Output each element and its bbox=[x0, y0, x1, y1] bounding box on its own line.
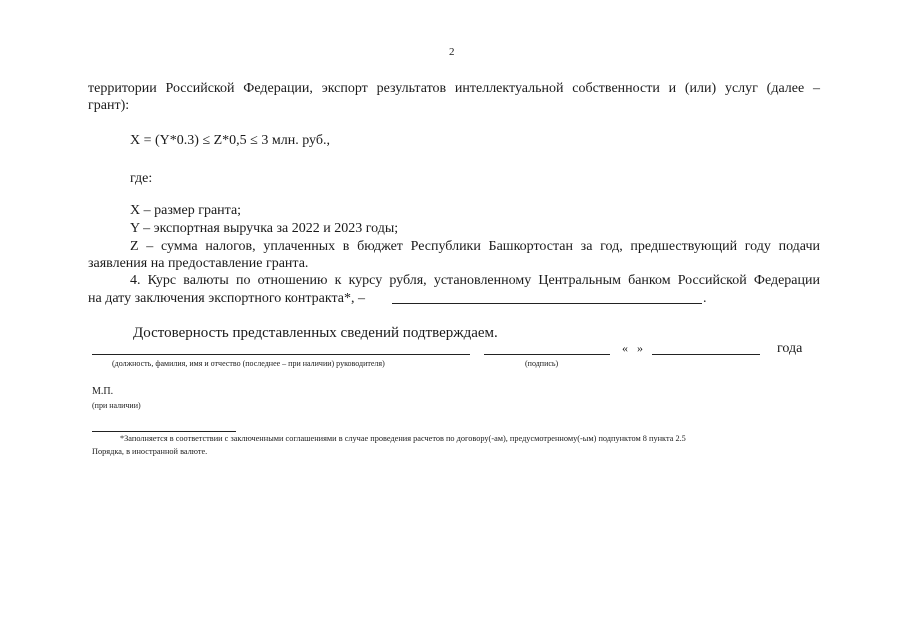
item-4-end: . bbox=[703, 291, 707, 306]
x-definition: X – размер гранта; bbox=[130, 203, 242, 218]
paragraph-line: грант): bbox=[88, 98, 130, 113]
y-definition: Y – экспортная выручка за 2022 и 2023 годы; bbox=[130, 221, 399, 236]
date-quotes: « » bbox=[622, 341, 643, 355]
z-definition: Z – сумма налогов, уплаченных в бюджет Республики Башкортостан за год, предшествующий году подачи bbox=[130, 239, 820, 254]
paragraph-line: территории Российской Федерации, экспорт результатов интеллектуальной собственности и (или) услуг (далее – bbox=[88, 81, 820, 96]
date-line[interactable] bbox=[652, 354, 760, 355]
position-caption: (должность, фамилия, имя и отчество (последнее – при наличии) руководителя) bbox=[112, 359, 385, 368]
footnote-line: *Заполняется в соответствии с заключенными соглашениями в случае проведения расчетов по договору(-ам), предусмотренному(-ым) подпунктом 8 пункта 2.5 bbox=[120, 434, 686, 443]
stamp-note: (при наличии) bbox=[92, 401, 141, 410]
stamp-label: М.П. bbox=[92, 386, 114, 397]
exchange-rate-blank[interactable] bbox=[392, 303, 702, 304]
item-4-cont: на дату заключения экспортного контракта*, – bbox=[88, 291, 365, 306]
year-label: года bbox=[777, 341, 803, 356]
footnote-divider bbox=[92, 431, 236, 432]
z-definition-cont: заявления на предоставление гранта. bbox=[88, 256, 309, 271]
where-label: где: bbox=[130, 171, 153, 186]
item-4: 4. Курс валюты по отношению к курсу рубля, установленному Центральным банком Российской Федерации bbox=[130, 273, 820, 288]
page-number: 2 bbox=[449, 46, 455, 58]
signature-line[interactable] bbox=[484, 354, 610, 355]
confirmation-text: Достоверность представленных сведений подтверждаем. bbox=[133, 325, 498, 341]
footnote-line: Порядка, в иностранной валюте. bbox=[92, 447, 208, 456]
signature-caption: (подпись) bbox=[525, 359, 559, 368]
position-name-line[interactable] bbox=[92, 354, 470, 355]
grant-formula: X = (Y*0.3) ≤ Z*0,5 ≤ 3 млн. руб., bbox=[130, 133, 330, 148]
